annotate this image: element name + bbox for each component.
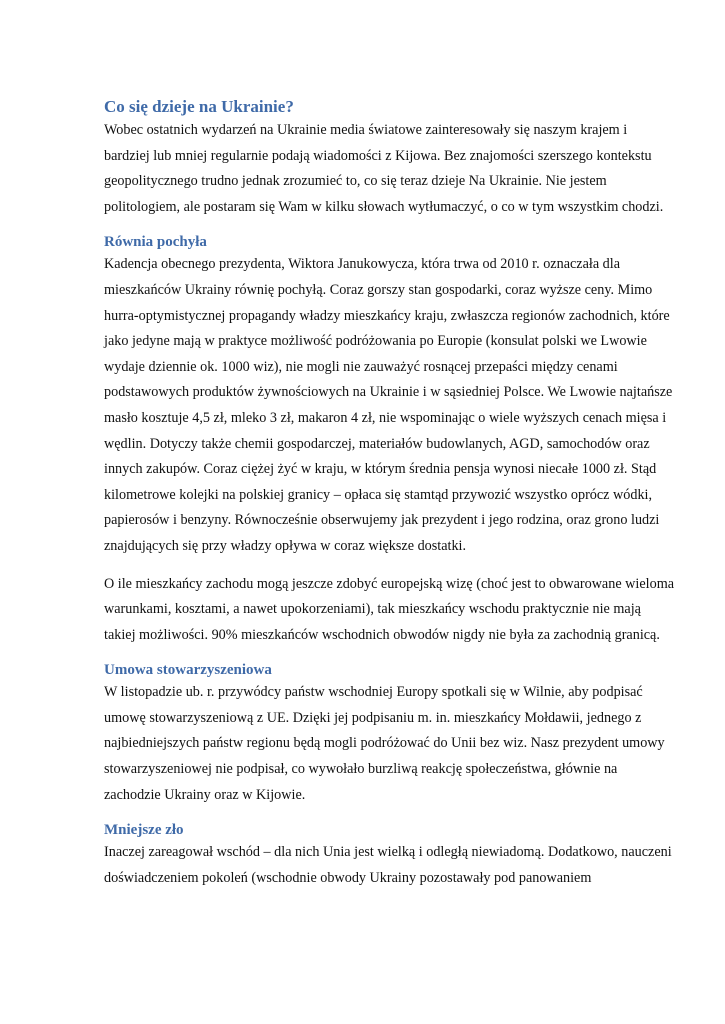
section-paragraph: O ile mieszkańcy zachodu mogą jeszcze zdobyć europejską wizę (choć jest to obwarowane wieloma warunkami, kosztami, a nawet upokorzeniami), tak mieszkańcy wschodu praktycznie nie mają takiej możliwości. 90% mieszkańców wschodnich obwodów nigdy nie była za zachodnią granicą.	[104, 575, 675, 643]
document-title: Co się dzieje na Ukrainie?	[104, 97, 294, 116]
section-heading-mniejsze-zlo: Mniejsze zło	[104, 822, 184, 839]
intro-paragraph: Wobec ostatnich wydarzeń na Ukrainie media światowe zainteresowały się naszym krajem i bardziej lub mniej regularnie podają wiadomości z Kijowa. Bez znajomości szerszego kontekstu geopolitycznego trudno jednak zrozumieć to, co się teraz dzieje Na Ukrainie. Nie jestem politologiem, ale postaram się Wam w kilku słowach wytłumaczyć, o co w tym wszystkim chodzi.	[104, 122, 664, 215]
section-paragraph: Inaczej zareagował wschód – dla nich Unia jest wielką i odległą niewiadomą. Dodatkowo, nauczeni doświadczeniem pokoleń (wschodnie obwody Ukrainy pozostawały pod panowaniem	[104, 844, 672, 886]
document-page	[104, 96, 676, 891]
section-heading-umowa: Umowa stowarzyszeniowa	[104, 662, 272, 679]
section-heading-rownia: Równia pochyła	[104, 234, 207, 251]
section-paragraph: Kadencja obecnego prezydenta, Wiktora Janukowycza, która trwa od 2010 r. oznaczała dla mieszkańców Ukrainy równię pochyłą. Coraz gorszy stan gospodarki, coraz wyższe ceny. Mimo hurra-optymistycznej propagandy władzy mieszkańcy kraju, zwłaszcza regionów zachodnich, które jako jedyne mają w praktyce możliwość podróżowania po Europie (konsulat polski we Lwowie wydaje dziennie ok. 1000 wiz), nie mogli nie zauważyć rosnącej przepaści między cenami podstawowych produktów żywnościowych na Ukrainie i w sąsiedniej Polsce. We Lwowie najtańsze masło kosztuje 4,5 zł, mleko 3 zł, makaron 4 zł, nie wspominając o wiele wyższych cenach mięsa i wędlin. Dotyczy także chemii gospodarczej, materiałów budowlanych, AGD, samochodów oraz innych zakupów. Coraz ciężej żyć w kraju, w którym średnia pensja wynosi niecałe 1000 zł. Stąd kilometrowe kolejki na polskiej granicy – opłaca się stamtąd przywozić wszystko oprócz wódki, papierosów i benzyny. Równocześnie obserwujemy jak prezydent i jego rodzina, oraz grono ludzi znajdujących się przy władzy opływa w coraz większe dostatki.	[104, 256, 673, 554]
section-paragraph: W listopadzie ub. r. przywódcy państw wschodniej Europy spotkali się w Wilnie, aby podpisać umowę stowarzyszeniową z UE. Dzięki jej podpisaniu m. in. mieszkańcy Mołdawii, jednego z najbiedniejszych państw regionu będą mogli podróżować do Unii bez wiz. Nasz prezydent umowy stowarzyszeniowej nie podpisał, co wywołało burzliwą reakcję społeczeństwa, głównie na zachodzie Ukrainy oraz w Kijowie.	[104, 684, 665, 803]
